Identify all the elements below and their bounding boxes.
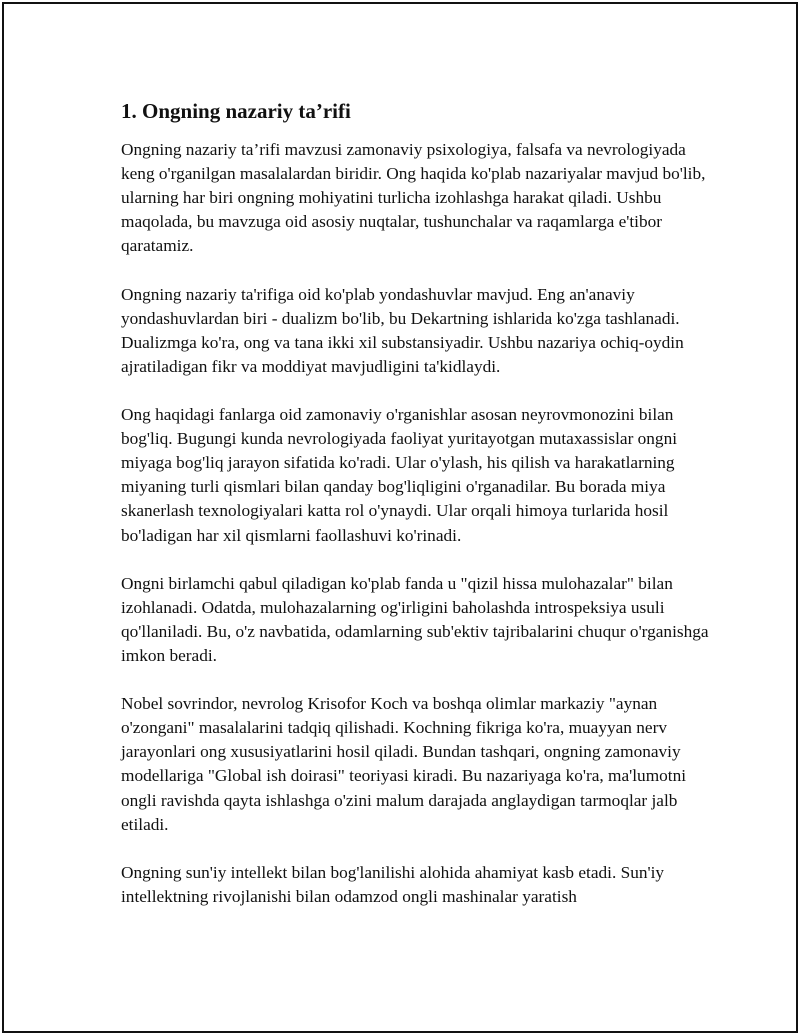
document-body [121, 96, 721, 933]
paragraph-introspection: Ongni birlamchi qabul qiladigan ko'plab fanda u "qizil hissa mulohazalar" bilan izohlanadi. Odatda, mulohazalarning og'irligini baholashda introspeksiya usuli qo'llaniladi. Bu, o'z navbatida, odamlarning sub'ektiv tajribalarini chuqur o'rganishga imkon beradi. [121, 573, 709, 665]
section-title: 1. Ongning nazariy ta’rifi [121, 99, 351, 123]
page-frame [2, 2, 798, 1033]
paragraph-dualism: Ongning nazariy ta'rifiga oid ko'plab yondashuvlar mavjud. Eng an'anaviy yondashuvlardan biri - dualizm bo'lib, bu Dekartning ishlarida ko'zga tashlanadi. Dualizmga ko'ra, ong va tana ikki xil substansiyadir. Ushbu nazariya ochiq-oydin ajratiladigan fikr va moddiyat mavjudligini ta'kidlaydi. [121, 284, 684, 376]
paragraph-ai: Ongning sun'iy intellekt bilan bog'lanilishi alohida ahamiyat kasb etadi. Sun'iy intellektning rivojlanishi bilan odamzod ongli mashinalar yaratish [121, 862, 665, 906]
paragraph-koch: Nobel sovrindor, nevrolog Krisofor Koch va boshqa olimlar markaziy "aynan o'zongani" masalalarini tadqiq qilishadi. Kochning fikriga ko'ra, muayyan nerv jarayonlari ong xususiyatlarini hosil qiladi. Bundan tashqari, ongning zamonaviy modellariga "Global ish doirasi" teoriyasi kiradi. Bu nazariyaga ko'ra, ma'lumotni ongli ravishda qayta ishlashga o'zini malum darajada anglaydigan tarmoqlar jalb etiladi. [121, 694, 687, 834]
paragraph-neuroscience: Ong haqidagi fanlarga oid zamonaviy o'rganishlar asosan neyrovmonozini bilan bog'liq. Bugungi kunda nevrologiyada faoliyat yuritayotgan mutaxassislar ongni miyaga bog'liq jarayon sifatida ko'radi. Ular o'ylash, his qilish va harakatlarning miyaning turli qismlari bilan qanday bog'liqligini o'rganadilar. Bu borada miya skanerlash texnologiyalari katta rol o'ynaydi. Ular orqali himoya turlarida hosil bo'ladigan har xil qismlarni faollashuvi ko'rinadi. [121, 405, 678, 545]
paragraph-intro: Ongning nazariy ta’rifi mavzusi zamonaviy psixologiya, falsafa va nevrologiyada keng o'rganilgan masalalardan biridir. Ong haqida ko'plab nazariyalar mavjud bo'lib, ularning har biri ongning mohiyatini turlicha izohlashga harakat qiladi. Ushbu maqolada, bu mavzuga oid asosiy nuqtalar, tushunchalar va raqamlarga e'tibor qaratamiz. [121, 140, 706, 256]
